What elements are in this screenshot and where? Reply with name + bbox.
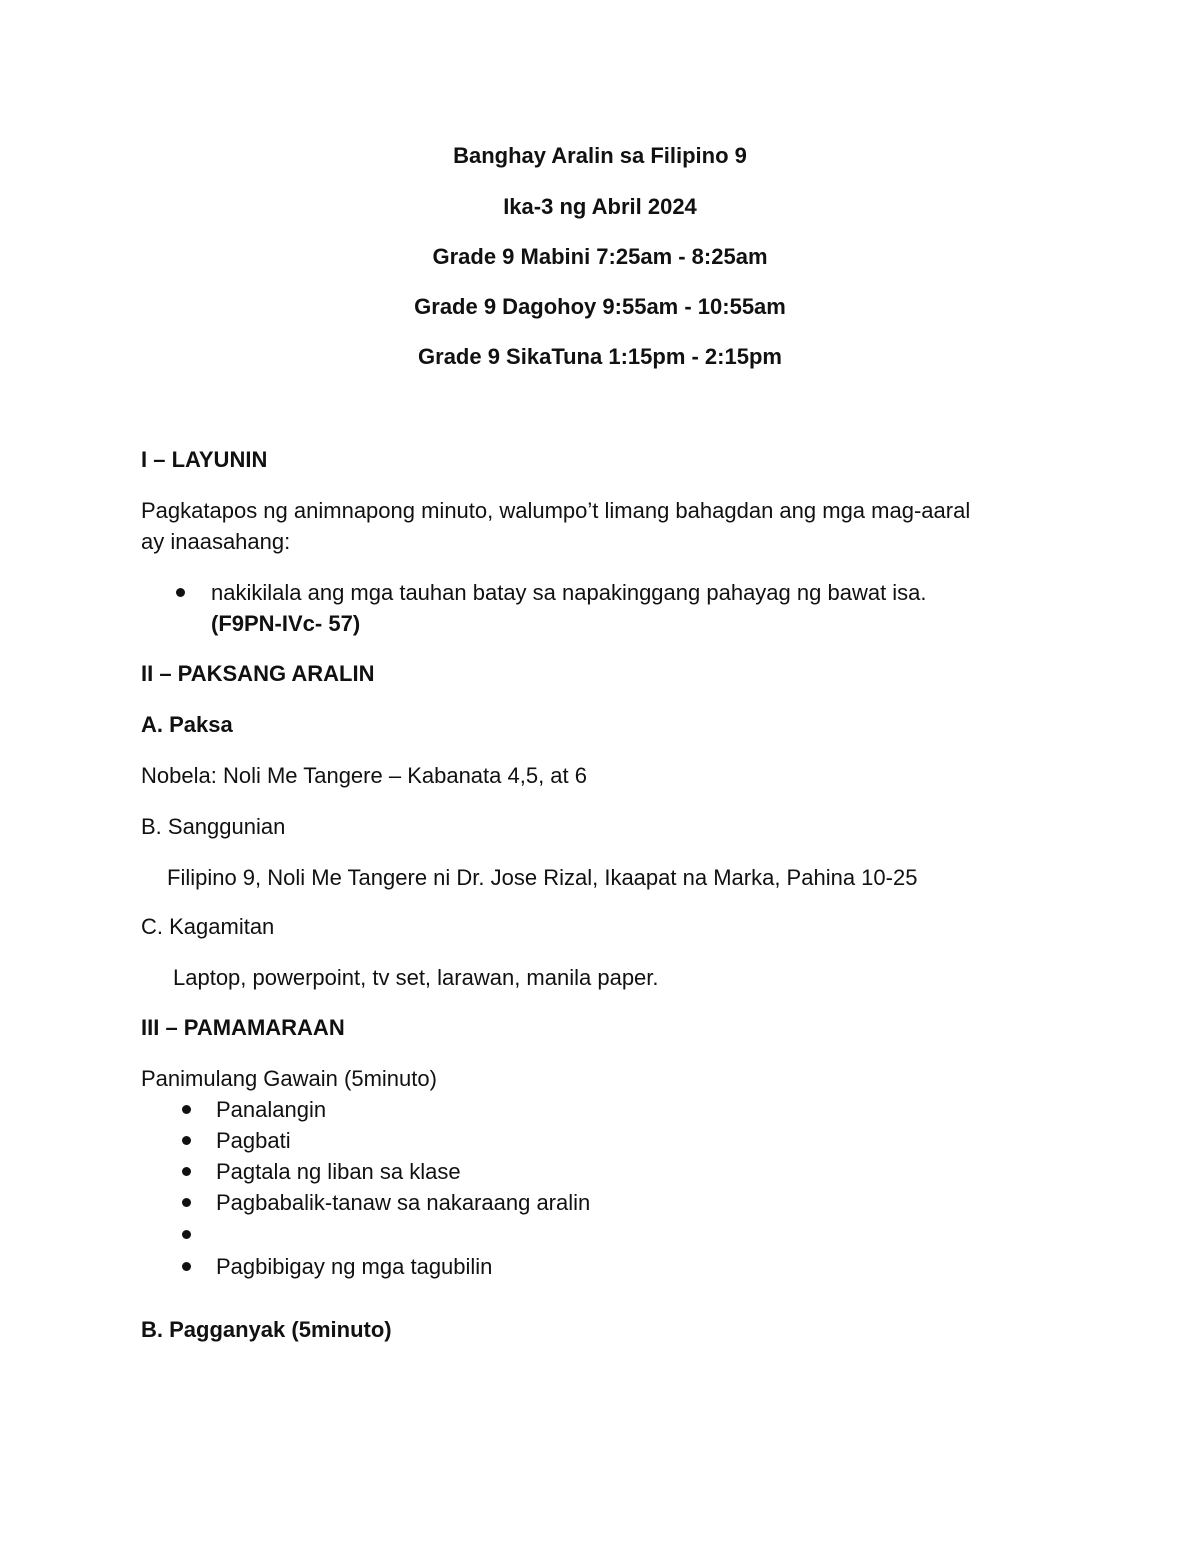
- sanggunian-text: Filipino 9, Noli Me Tangere ni Dr. Jose Rizal, Ikaapat na Marka, Pahina 10-25: [167, 865, 918, 890]
- bullet-icon: [176, 588, 185, 597]
- list-item: Pagbibigay ng mga tagubilin: [216, 1254, 493, 1279]
- paksa-text: Nobela: Noli Me Tangere – Kabanata 4,5, at 6: [141, 763, 588, 788]
- layunin-intro-line-2: ay inaasahang:: [141, 529, 291, 554]
- layunin-objective: nakikilala ang mga tauhan batay sa napakinggang pahayag ng bawat isa.: [211, 580, 927, 605]
- subheading-panimulang-gawain: Panimulang Gawain (5minuto): [141, 1066, 437, 1091]
- subheading-kagamitan: C. Kagamitan: [141, 914, 275, 939]
- layunin-competency-code: (F9PN-IVc- 57): [211, 611, 361, 636]
- section-heading-paksang-aralin: II – PAKSANG ARALIN: [141, 661, 375, 686]
- bullet-icon: [182, 1230, 191, 1239]
- list-item: Panalangin: [216, 1097, 327, 1122]
- section-heading-pamamaraan: III – PAMAMARAAN: [141, 1015, 345, 1040]
- schedule-sikatuna: Grade 9 SikaTuna 1:15pm - 2:15pm: [418, 344, 782, 369]
- bullet-icon: [182, 1262, 191, 1271]
- subheading-pagganyak: B. Pagganyak (5minuto): [141, 1317, 392, 1342]
- layunin-intro-line-1: Pagkatapos ng animnapong minuto, walumpo’t limang bahagdan ang mga mag-aaral: [141, 498, 971, 523]
- bullet-icon: [182, 1136, 191, 1145]
- bullet-icon: [182, 1167, 191, 1176]
- list-item: Pagbati: [216, 1128, 291, 1153]
- kagamitan-text: Laptop, powerpoint, tv set, larawan, manila paper.: [173, 965, 659, 990]
- schedule-mabini: Grade 9 Mabini 7:25am - 8:25am: [432, 244, 768, 269]
- bullet-icon: [182, 1198, 191, 1207]
- list-item: Pagtala ng liban sa klase: [216, 1159, 461, 1184]
- document-date: Ika-3 ng Abril 2024: [503, 194, 697, 219]
- section-heading-layunin: I – LAYUNIN: [141, 447, 268, 472]
- schedule-dagohoy: Grade 9 Dagohoy 9:55am - 10:55am: [414, 294, 786, 319]
- subheading-sanggunian: B. Sanggunian: [141, 814, 286, 839]
- bullet-icon: [182, 1105, 191, 1114]
- subheading-paksa: A. Paksa: [141, 712, 233, 737]
- document-title: Banghay Aralin sa Filipino 9: [453, 143, 747, 168]
- list-item: Pagbabalik-tanaw sa nakaraang aralin: [216, 1190, 591, 1215]
